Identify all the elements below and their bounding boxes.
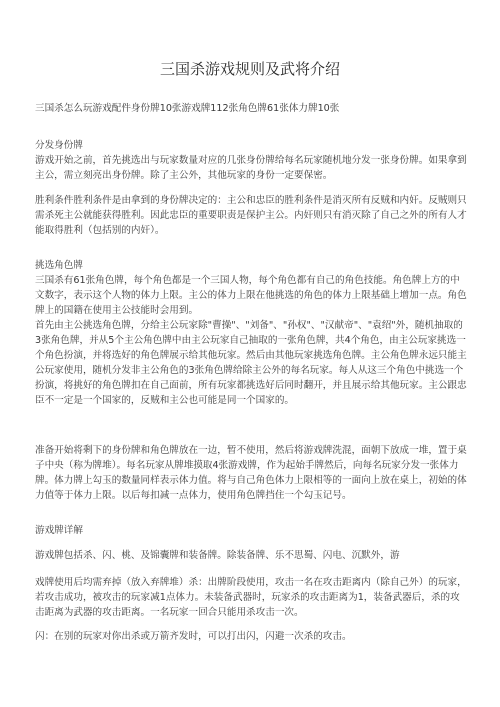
section-paragraph: 三国杀有61张角色牌，每个角色都是一个三国人物，每个角色都有自己的角色技能。角色牌上方的中文数字，表示这个人物的体力上限。主公的体力上限在他挑选的角色的体力上限基础上增加一点。角色牌上的国籍在使用主公技能时会用到。 xyxy=(35,275,467,316)
section-paragraph: 首先由主公挑选角色牌，分给主公玩家除"曹操"、"刘备"、"孙权"、"汉献帝"、"袁绍"外，随机抽取的3张角色牌，并从5个主公角色牌中由主公玩家自己抽取的一张角色牌，共4个角色，由主公玩家挑选一个角色扮演，并将选好的角色牌展示给其他玩家。然后由其他玩家挑选角色牌。主公角色牌永远只能主公玩家使用，随机分发非主公角色的3张角色牌给除主公外的每名玩家。每人从这三个角色中挑选一个扮演，将挑好的角色牌扣在自己面前，所有玩家都挑选好后同时翻开，并且展示给其他玩家。主公跟忠臣不一定是一个国家的，反贼和主公也可能是同一个国家的。 xyxy=(35,320,467,406)
section-preparation xyxy=(35,443,467,503)
section-pick-character xyxy=(35,258,467,408)
section-win-conditions xyxy=(35,193,467,238)
section-game-cards-heading xyxy=(35,523,467,538)
section-paragraph: 戏牌使用后均需弃掉（放入弃牌堆）杀：出牌阶段使用，攻击一名在攻击距离内（除自己外）的玩家，若攻击成功，被攻击的玩家减1点体力。未装备武器时，玩家杀的攻击距离为1，装备武器后，杀的攻击距离为武器的攻击距离。一名玩家一回合只能用杀攻击一次。 xyxy=(35,577,467,618)
section-card-sha xyxy=(35,575,467,620)
document-title: 三国杀游戏规则及武将介绍 xyxy=(159,60,340,78)
section-paragraph: 闪：在别的玩家对你出杀或万箭齐发时，可以打出闪，闪避一次杀的攻击。 xyxy=(35,631,352,642)
section-distribute-identity xyxy=(35,138,467,183)
section-paragraph: 准备开始将剩下的身份牌和角色牌放在一边，暂不使用，然后将游戏牌洗混，面朝下放成一堆，置于桌子中央（称为牌堆）。每名玩家从牌堆摸取4张游戏牌，作为起始手牌然后，向每名玩家分发一张体力牌。体力牌上勾玉的数量同样表示体力值。将与自己角色体力上限相等的一面向上放在桌上，初始的体力值等于体力上限。以后每扣减一点体力，使用角色牌挡住一个勾玉记号。 xyxy=(35,445,467,501)
section-heading: 游戏牌详解 xyxy=(35,525,83,536)
section-paragraph: 游戏牌包括杀、闪、桃、及锦囊牌和装备牌。除装备牌、乐不思蜀、闪电、沉默外，游 xyxy=(35,550,400,561)
intro-paragraph xyxy=(35,101,467,116)
section-game-cards-intro xyxy=(35,548,467,563)
section-heading: 分发身份牌 xyxy=(35,140,83,151)
section-paragraph: 游戏开始之前，首先挑选出与玩家数量对应的几张身份牌给每名玩家随机地分发一张身份牌。如果拿到主公，需立刻亮出身份牌。除了主公外，其他玩家的身份一定要保密。 xyxy=(35,155,467,181)
section-paragraph: 胜利条件胜利条件是由拿到的身份牌决定的：主公和忠臣的胜利条件是消灭所有反贼和内奸。反贼则只需杀死主公就能获得胜利。因此忠臣的重要职责是保护主公。内奸则只有消灭除了自己之外的所有人才能取得胜利（包括别的内奸）。 xyxy=(35,195,467,236)
intro-text: 三国杀怎么玩游戏配件身份牌10张游戏牌112张角色牌61张体力牌10张 xyxy=(35,103,340,114)
section-heading: 挑选角色牌 xyxy=(35,260,83,271)
section-card-shan xyxy=(35,629,467,644)
